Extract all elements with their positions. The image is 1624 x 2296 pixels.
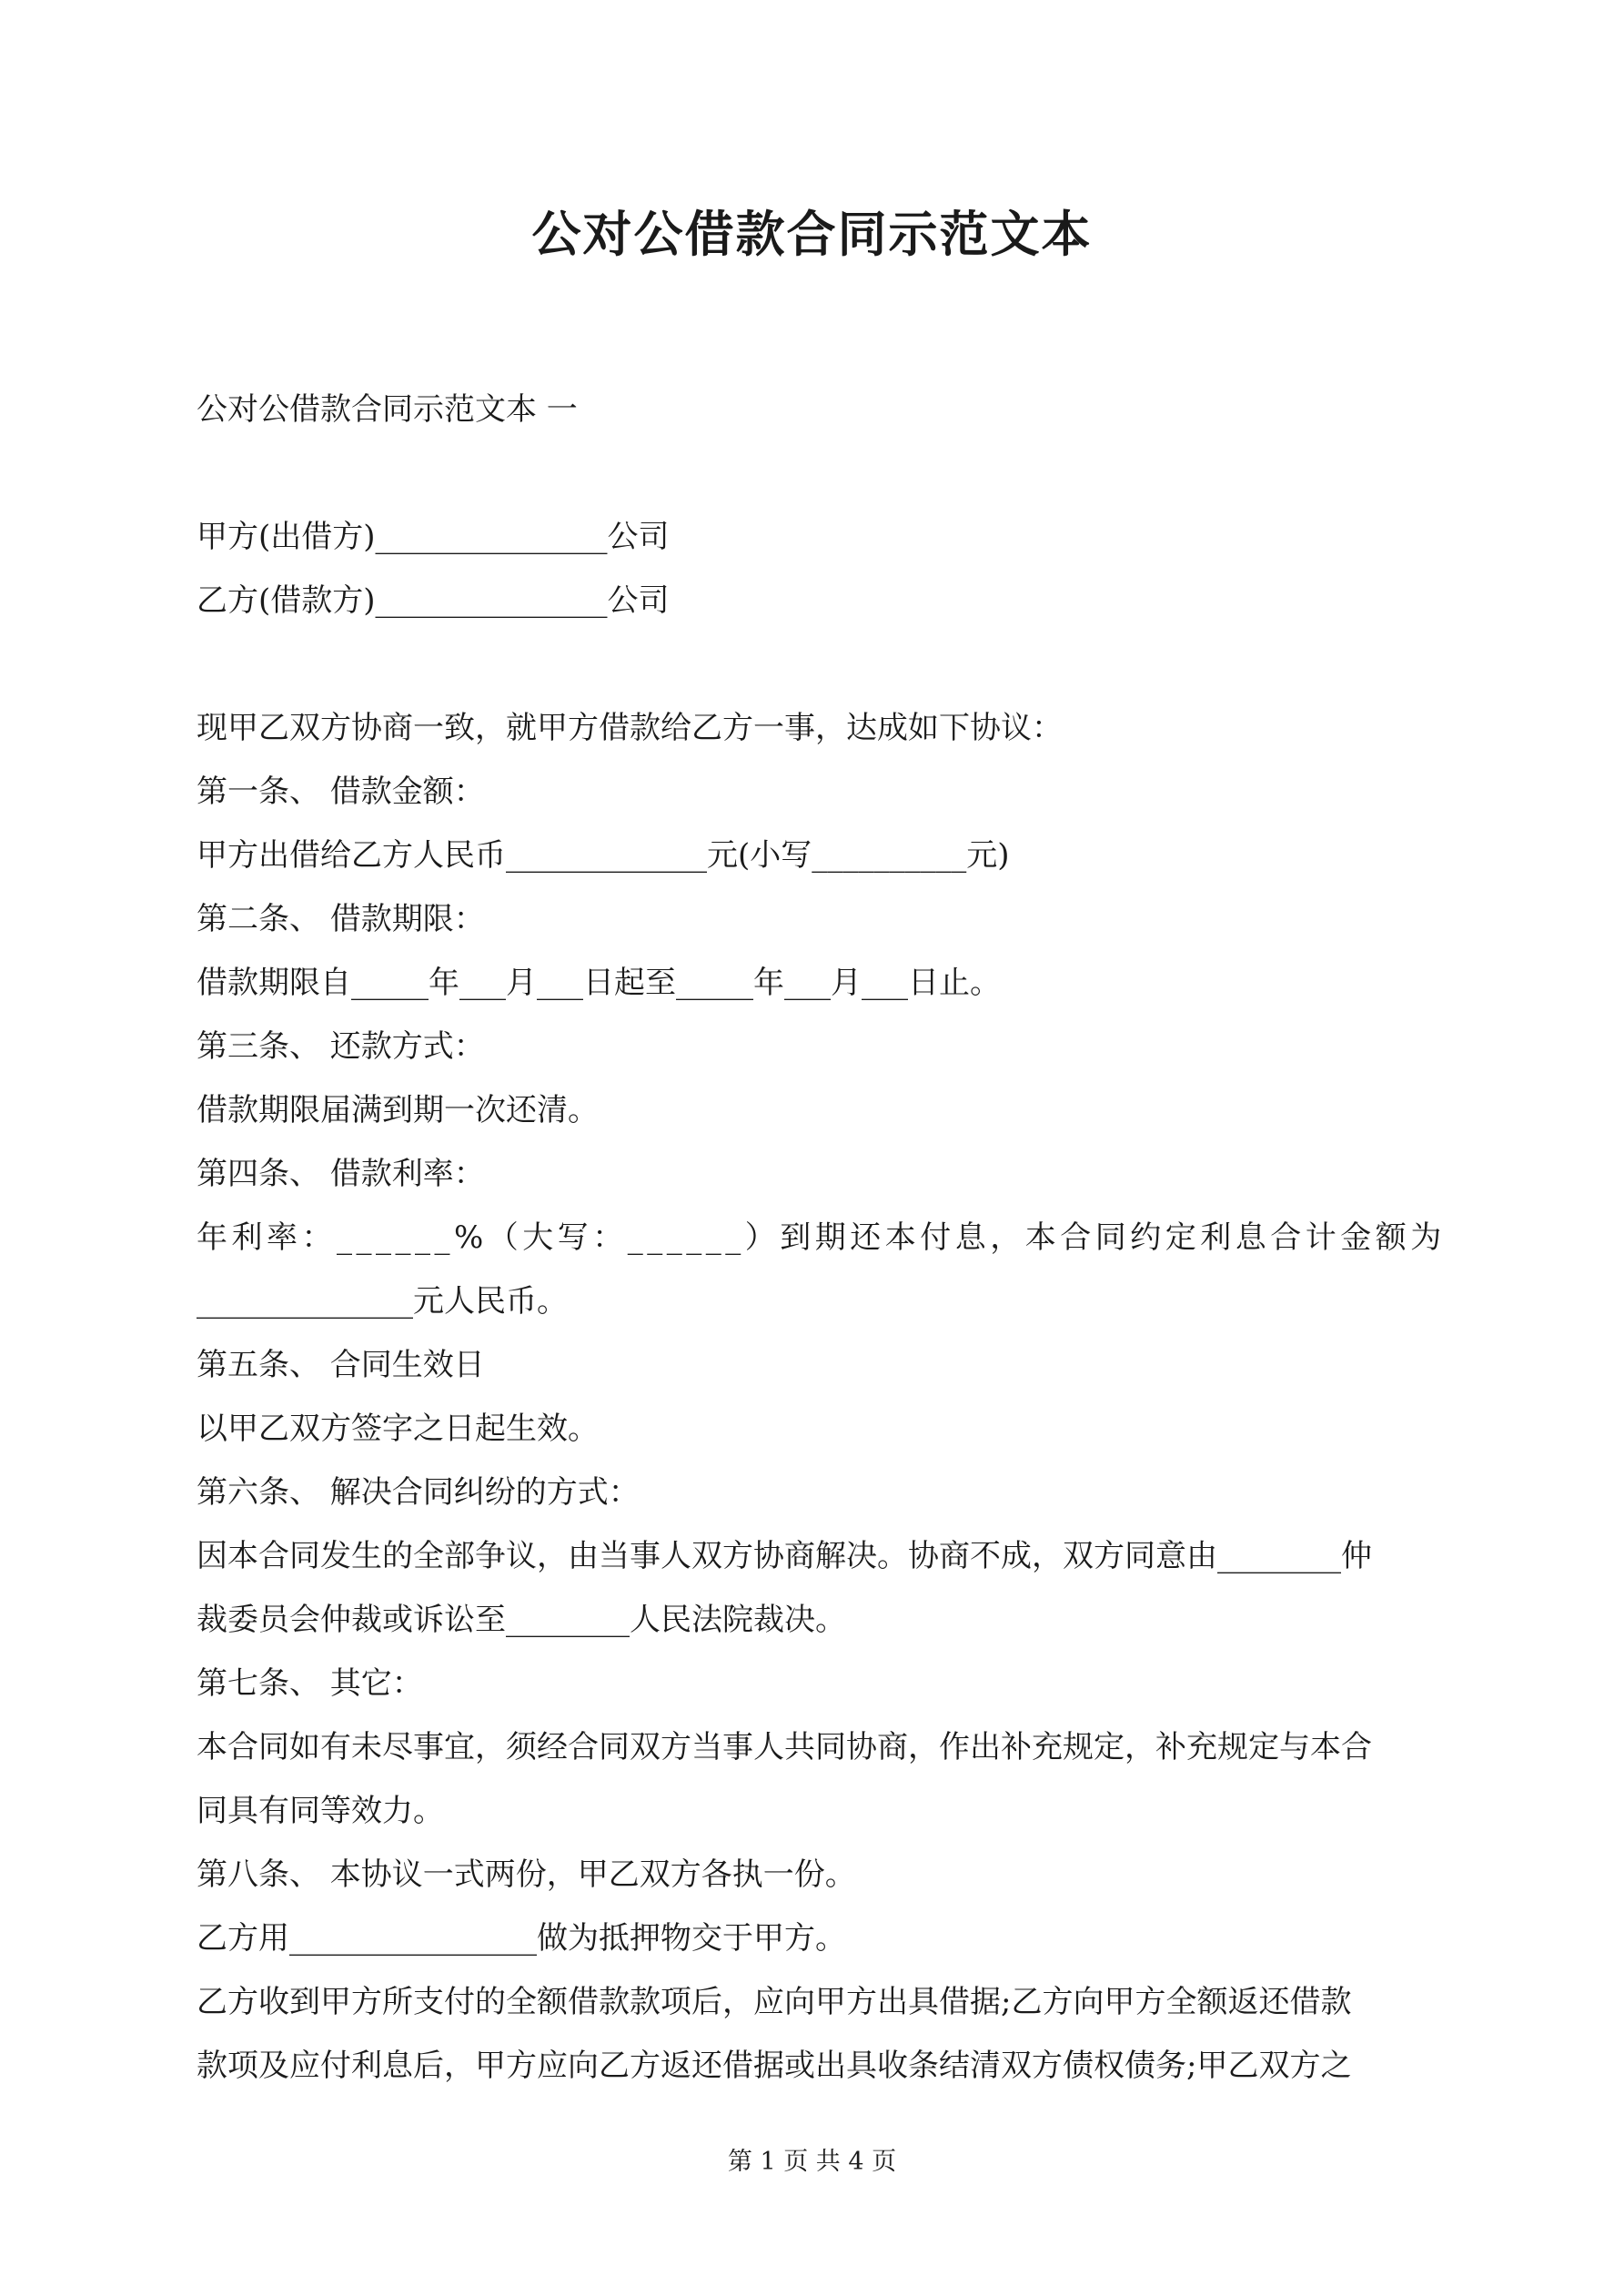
article-6-body-line-2: 裁委员会仲裁或诉讼至________人民法院裁决。 [197,1602,846,1638]
article-4-title: 第四条、 借款利率： [197,1156,485,1192]
party-a-line: 甲方(出借方)_______________公司 [197,519,670,555]
article-2-title: 第二条、 借款期限： [197,901,485,937]
document-body [197,378,1446,2098]
article-4-body-line-1: 年利率：______%（大写：______）到期还本付息，本合同约定利息合计金额为 [197,1219,1446,1256]
document-title: 公对公借款合同示范文本 [531,205,1093,263]
article-3-title: 第三条、 还款方式： [197,1028,485,1065]
section-subtitle: 公对公借款合同示范文本 一 [197,391,578,428]
final-paragraph-line-2: 款项及应付利息后，甲方应向乙方返还借据或出具收条结清双方债权债务;甲乙双方之 [197,2048,1352,2084]
article-5-title: 第五条、 合同生效日 [197,1347,485,1383]
article-7-title: 第七条、 其它： [197,1665,423,1702]
article-1-body: 甲方出借给乙方人民币_____________元(小写__________元) [197,837,1010,874]
article-8-title: 第八条、 本协议一式两份，甲乙双方各执一份。 [197,1856,856,1893]
final-paragraph-line-1: 乙方收到甲方所支付的全额借款款项后，应向甲方出具借据;乙方向甲方全额返还借款 [197,1984,1352,2020]
party-b-line: 乙方(借款方)_______________公司 [197,582,670,619]
article-4-body-line-2: ______________元人民币。 [197,1283,568,1320]
article-7-body-line-2: 同具有同等效力。 [197,1793,444,1829]
article-7-body-line-1: 本合同如有未尽事宜，须经合同双方当事人共同协商，作出补充规定，补充规定与本合 [197,1729,1372,1765]
article-6-title: 第六条、 解决合同纠纷的方式： [197,1474,640,1511]
article-3-body: 借款期限届满到期一次还清。 [197,1092,599,1128]
article-6-body-line-1: 因本合同发生的全部争议，由当事人双方协商解决。协商不成，双方同意由________仲 [197,1538,1372,1574]
collateral-line: 乙方用________________做为抵押物交于甲方。 [197,1920,846,1957]
article-2-body: 借款期限自_____年___月___日起至_____年___月___日止。 [197,965,1001,1001]
article-5-body: 以甲乙双方签字之日起生效。 [197,1411,599,1447]
page-number-footer: 第 1 页 共 4 页 [727,2148,897,2176]
intro-paragraph: 现甲乙双方协商一致，就甲方借款给乙方一事，达成如下协议： [197,710,1063,746]
article-1-title: 第一条、 借款金额： [197,774,485,810]
